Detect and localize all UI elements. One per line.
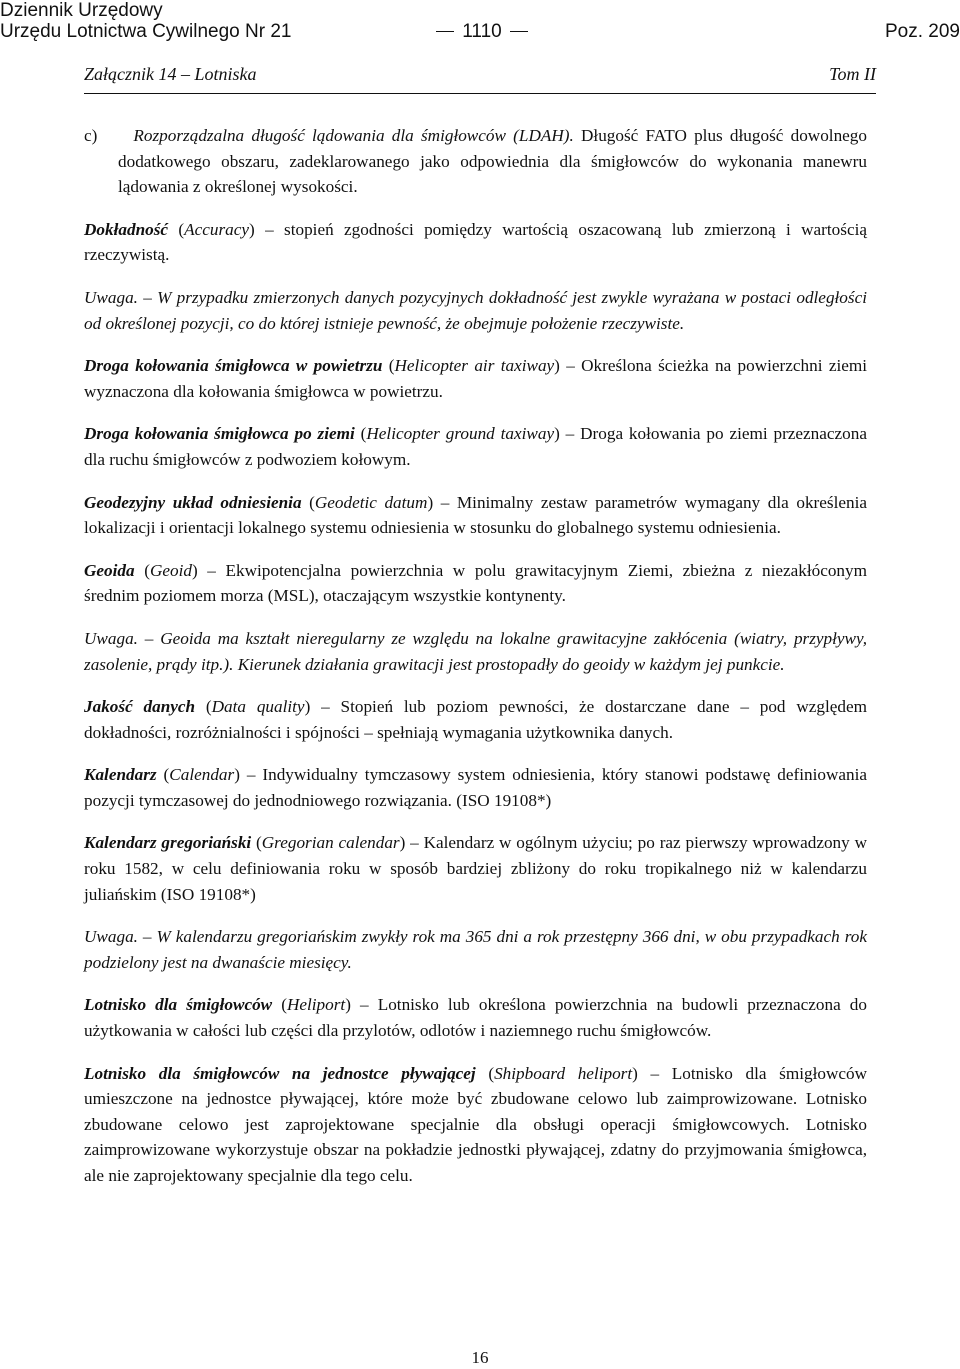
paren: ( xyxy=(251,833,262,853)
definition-text: ) – Minimalny zestaw parametrów wymagany dla określenia lokalizacji i orientacji lokalnego systemu odniesienia w stosunku do globalnego systemu odniesienia. xyxy=(84,492,867,538)
note-geoid: Uwaga. – Geoida ma kształt nieregularny ze względu na lokalne grawitacyjne zakłócenia (wiatry, przypływy, zasolenie, prądy itp.). Kierunek działania grawitacji jest prostopadły do geoidy w każdym jej punkcie. xyxy=(84,628,867,674)
english-term: Shipboard heliport xyxy=(494,1063,633,1083)
definition-data-quality xyxy=(84,694,867,745)
term: Geodezyjny układ odniesienia xyxy=(84,492,302,512)
page-number-value: 1110 xyxy=(462,21,502,42)
definition-text: ) – Lotnisko dla śmigłowców umieszczone na jednostce pływającej, które może być zbudowane celowo lub zaimprowizowane. Lotnisko zbudowane celowo jest zaprojektowane specjalnie dla obsługi operacji śmigłowcowych. Lotnisko zaimprowizowane wykorzystuje obszar na pokładzie jednostki pływającej, zdatny do przyjmowania śmigłowca, ale nie zaprojektowany specjalnie dla tego celu. xyxy=(84,1063,867,1185)
english-term: Data quality xyxy=(211,697,305,717)
paren: ( xyxy=(301,492,315,512)
definition-text: ) – Stopień lub poziom pewności, że dostarczane dane – pod względem dokładności, rozróżnialności i spójności – spełniają wymagania użytkownika danych. xyxy=(84,697,867,742)
definition-helicopter-air-taxiway xyxy=(84,353,867,404)
definition-text: ) – Indywidualny tymczasowy system odniesienia, który stanowi podstawę definiowania pozycji tymczasowej do jednodniowego rozwiązania. (ISO 19108*) xyxy=(84,765,868,810)
page-number xyxy=(436,21,528,42)
term: Rozporządzalna długość lądowania dla śmigłowców (LDAH). xyxy=(133,126,574,145)
paren: ( xyxy=(382,356,395,376)
definition-ldah xyxy=(84,123,867,200)
term: Geoida xyxy=(84,560,135,580)
definition-shipboard-heliport xyxy=(84,1061,867,1189)
term: Jakość danych xyxy=(84,697,196,717)
english-term: Calendar xyxy=(169,765,235,785)
position-number: Poz. 209 xyxy=(885,21,960,42)
definition-heliport xyxy=(84,992,867,1043)
paren: ( xyxy=(156,765,170,785)
paren: ( xyxy=(354,424,367,444)
dash-left xyxy=(436,31,454,32)
english-term: Accuracy xyxy=(184,219,250,239)
definition-text: ) – Droga kołowania po ziemi przeznaczona dla ruchu śmigłowców z podwoziem kołowym. xyxy=(84,424,867,469)
paren: ( xyxy=(134,560,150,580)
definition-calendar xyxy=(84,762,867,813)
journal-issue: Urzędu Lotnictwa Cywilnego Nr 21 xyxy=(0,21,292,42)
definition-helicopter-ground-taxiway xyxy=(84,421,867,472)
term: Lotnisko dla śmigłowców xyxy=(84,995,273,1015)
definition-text: ) – Lotnisko lub określona powierzchnia na budowli przeznaczona do użytkowania w całości lub części dla przylotów, odlotów i naziemnego ruchu śmigłowców. xyxy=(84,995,867,1041)
english-term: Heliport xyxy=(286,995,346,1015)
paren: ( xyxy=(475,1063,495,1083)
definition-text: Długość FATO plus długość dowolnego dodatkowego obszaru, zadeklarowanego jako odpowiednia dla śmigłowców do wykonania manewru lądowania z określonej wysokości. xyxy=(118,126,867,197)
definition-gregorian-calendar xyxy=(84,830,867,907)
item-marker: c) xyxy=(84,126,98,145)
volume-label: Tom II xyxy=(829,64,876,84)
document-body xyxy=(84,123,867,1206)
note-accuracy: Uwaga. – W przypadku zmierzonych danych pozycyjnych dokładność jest zwykle wyrażana w postaci odległości od określonej pozycji, co do której istnieje pewność, że obejmuje położenie rzeczywiste. xyxy=(84,287,867,333)
term: Lotnisko dla śmigłowców na jednostce pływającej xyxy=(84,1063,476,1083)
paren: ( xyxy=(195,697,212,717)
definition-geodetic-datum xyxy=(84,490,867,541)
paren: ( xyxy=(272,995,287,1015)
english-term: Helicopter air taxiway xyxy=(394,356,555,376)
term: Droga kołowania śmigłowca w powietrzu xyxy=(84,356,383,376)
english-term: Geoid xyxy=(149,560,192,580)
journal-title: Dziennik Urzędowy xyxy=(0,0,163,21)
term: Droga kołowania śmigłowca po ziemi xyxy=(84,424,355,444)
annex-title: Załącznik 14 – Lotniska xyxy=(84,64,257,84)
english-term: Gregorian calendar xyxy=(261,833,400,853)
definition-text: ) – Ekwipotencjalna powierzchnia w polu grawitacyjnym Ziemi, zbieżna z niezakłóconym średnim poziomem morza (MSL), otaczającym wszystkie kontynenty. xyxy=(84,560,867,606)
english-term: Geodetic datum xyxy=(314,492,428,512)
term: Kalendarz xyxy=(84,765,157,785)
definition-text: ) – Określona ścieżka na powierzchni ziemi wyznaczona dla kołowania śmigłowca w powietrzu. xyxy=(84,356,867,401)
english-term: Helicopter ground taxiway xyxy=(366,424,555,444)
term: Dokładność xyxy=(84,219,169,239)
term: Kalendarz gregoriański xyxy=(84,833,252,853)
running-header xyxy=(84,64,876,94)
dash-right xyxy=(510,31,528,32)
paren: ( xyxy=(168,219,185,239)
definition-text: ) – stopień zgodności pomiędzy wartością oszacowaną lub zmierzoną i wartością rzeczywistą. xyxy=(84,219,867,265)
definition-accuracy xyxy=(84,217,867,268)
definition-text: ) – Kalendarz w ogólnym użyciu; po raz pierwszy wprowadzony w roku 1582, w celu definiowania roku w sposób bardziej zbliżony do roku tropikalnego niż w kalendarzu juliańskim (ISO 19108*) xyxy=(84,833,867,904)
note-gregorian-calendar: Uwaga. – W kalendarzu gregoriańskim zwykły rok ma 365 dni a rok przestępny 366 dni, w obu przypadkach rok podzielony jest na dwanaście miesięcy. xyxy=(84,927,867,972)
definition-geoid xyxy=(84,558,867,609)
page-footer-number: 16 xyxy=(471,1348,489,1367)
